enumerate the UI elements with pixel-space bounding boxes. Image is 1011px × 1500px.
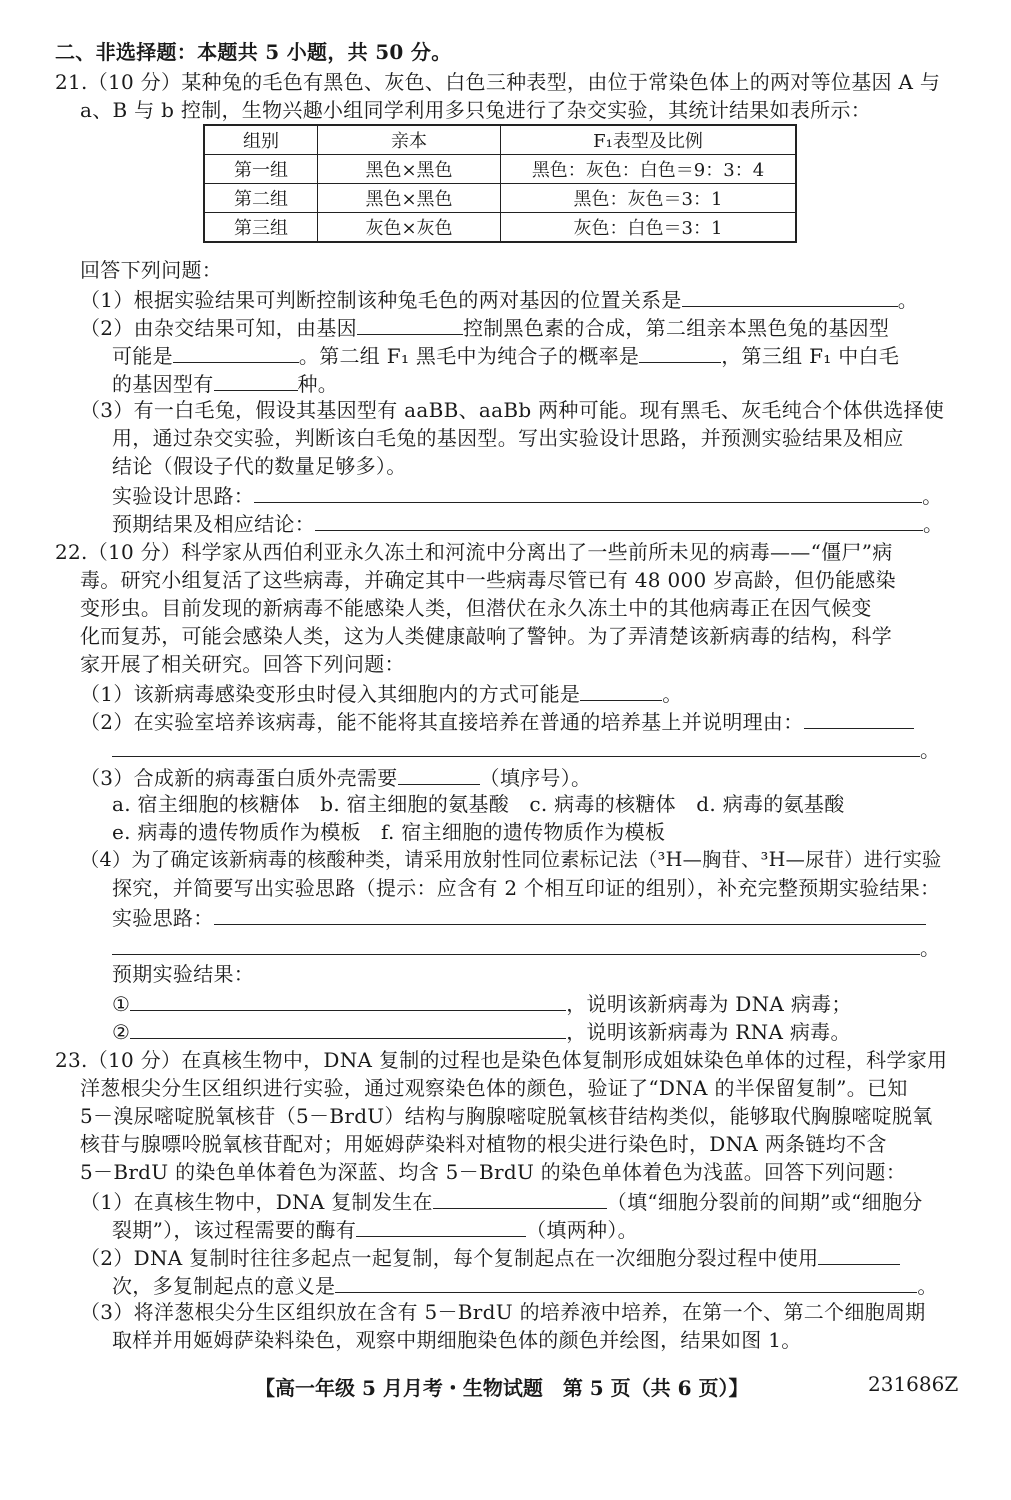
q22-part4-line2: 探究，并简要写出实验思路（提示：应含有 2 个相互印证的组别），补充完整预期实验结果： — [112, 876, 941, 900]
q22-part2 — [80, 706, 914, 736]
q21-part2-line3 — [112, 368, 338, 398]
q22-result2 — [112, 1016, 851, 1046]
q21-part1 — [80, 284, 918, 314]
table-row — [204, 155, 796, 184]
q22-options-row1: a. 宿主细胞的核糖体 b. 宿主细胞的氨基酸 c. 病毒的核糖体 d. 病毒的氨基酸 — [112, 792, 845, 816]
q22-p1-text: （1）该新病毒感染变形虫时侵入其细胞内的方式可能是 — [80, 682, 581, 706]
q21-part2-line2 — [112, 340, 899, 370]
table-cell: 灰色：白色＝3：1 — [501, 213, 797, 243]
answer-blank[interactable] — [112, 734, 920, 757]
q22-p2-text: （2）在实验室培养该病毒，能不能将其直接培养在普通的培养基上并说明理由： — [80, 710, 804, 734]
q23-p1-text: （填两种）。 — [526, 1218, 638, 1242]
page-footer: 【高一年级 5 月月考・生物试题 第 5 页（共 6 页）】 — [255, 1376, 749, 1400]
table-cell: 黑色×黑色 — [318, 155, 501, 184]
section-heading: 二、非选择题：本题共 5 小题，共 50 分。 — [55, 40, 452, 64]
table-row — [204, 184, 796, 213]
result2-text: ，说明该新病毒为 RNA 病毒。 — [566, 1020, 851, 1044]
q23-line3: 5－溴尿嘧啶脱氧核苷（5－BrdU）结构与胸腺嘧啶脱氧核苷结构类似，能够取代胸腺嘧啶脱氧 — [80, 1104, 933, 1128]
q22-options-row2: e. 病毒的遗传物质作为模板 f. 宿主细胞的遗传物质作为模板 — [112, 820, 666, 844]
period: 。 — [917, 1274, 938, 1298]
q22-part4-line1: （4）为了确定该新病毒的核酸种类，请采用放射性同位素标记法（³H—胸苷、³H—尿苷）进行实验 — [80, 848, 942, 871]
q22-expected-label: 预期实验结果： — [112, 962, 255, 986]
table-cell: 黑色：灰色：白色＝9：3：4 — [501, 155, 797, 184]
answer-blank[interactable] — [130, 988, 566, 1011]
circle-2-marker: ② — [112, 1020, 131, 1044]
table-cell: 黑色：灰色＝3：1 — [501, 184, 797, 213]
table-header-row — [204, 125, 796, 155]
q23-p2-text: 次，多复制起点的意义是 — [112, 1274, 336, 1298]
q23-p1-text: 裂期”），该过程需要的酶有 — [112, 1218, 357, 1242]
answer-blank[interactable] — [580, 678, 662, 701]
q23-line1: 23.（10 分）在真核生物中，DNA 复制的过程也是染色体复制形成姐妹染色单体的过程，科学家用 — [55, 1048, 948, 1072]
answer-blank[interactable] — [335, 1270, 917, 1293]
q21-part2-line1 — [80, 312, 889, 342]
idea-label: 实验思路： — [112, 906, 214, 930]
q21-line2: a、B 与 b 控制，生物兴趣小组同学利用多只兔进行了杂交实验，其统计结果如表所示： — [80, 98, 872, 122]
result1-text: ，说明该新病毒为 DNA 病毒； — [566, 992, 852, 1016]
q21-p2-text: 。第二组 F₁ 黑毛中为纯合子的概率是 — [298, 344, 640, 368]
exam-code: 231686Z — [868, 1372, 959, 1396]
q23-part2-line1 — [80, 1242, 900, 1272]
q21-line1: 21.（10 分）某种兔的毛色有黑色、灰色、白色三种表型，由位于常染色体上的两对等位基因 A 与 — [55, 70, 941, 94]
q23-p2-text: （2）DNA 复制时往往多起点一起复制，每个复制起点在一次细胞分裂过程中使用 — [80, 1246, 819, 1270]
answer-blank[interactable] — [356, 1214, 526, 1237]
q23-part1-line2 — [112, 1214, 638, 1244]
table-header-cell: 亲本 — [318, 125, 501, 155]
q21-part3-line2: 用，通过杂交实验，判断该白毛兔的基因型。写出实验设计思路，并预测实验结果及相应 — [112, 426, 904, 450]
table-header-cell: F₁表型及比例 — [501, 125, 797, 155]
q23-part1-line1 — [80, 1186, 923, 1216]
table-row — [204, 213, 796, 243]
q22-idea-line — [112, 902, 926, 932]
table-header-cell: 组别 — [204, 125, 318, 155]
q22-part3 — [80, 762, 591, 792]
q22-line1: 22.（10 分）科学家从西伯利亚永久冻土和河流中分离出了一些前所未见的病毒——“僵尸”病 — [55, 540, 893, 564]
q23-part3-line1: （3）将洋葱根尖分生区组织放在含有 5－BrdU 的培养液中培养，在第一个、第二个细胞周期 — [80, 1300, 926, 1324]
q22-result1 — [112, 988, 852, 1018]
result-label: 预期结果及相应结论： — [112, 512, 315, 536]
answer-blank[interactable] — [398, 762, 480, 785]
q23-part3-line2: 取样并用姬姆萨染料染色，观察中期细胞染色体的颜色并绘图，结果如图 1。 — [112, 1328, 802, 1352]
q22-idea-cont — [112, 932, 940, 962]
answer-blank[interactable] — [818, 1242, 900, 1265]
q21-p1-text: （1）根据实验结果可判断控制该种兔毛色的两对基因的位置关系是 — [80, 288, 682, 312]
table-cell: 第二组 — [204, 184, 318, 213]
answer-blank[interactable] — [112, 932, 920, 955]
q23-part2-line2 — [112, 1270, 938, 1300]
q21-part3-line1: （3）有一白毛兔，假设其基因型有 aaBB、aaBb 两种可能。现有黑毛、灰毛纯合个体供选择使 — [80, 398, 945, 422]
q21-part3-line3: 结论（假设子代的数量足够多）。 — [112, 454, 407, 478]
answer-blank[interactable] — [315, 508, 923, 531]
answer-blank[interactable] — [214, 368, 298, 391]
answer-blank[interactable] — [804, 706, 914, 729]
q23-p1-text: （1）在真核生物中，DNA 复制发生在 — [80, 1190, 433, 1214]
q22-line2: 毒。研究小组复活了这些病毒，并确定其中一些病毒尽管已有 48 000 岁高龄，但仍能感染 — [80, 568, 896, 592]
period: 。 — [662, 682, 683, 706]
table-cell: 第一组 — [204, 155, 318, 184]
answer-blank[interactable] — [433, 1186, 607, 1209]
q23-line5: 5－BrdU 的染色单体着色为深蓝、均含 5－BrdU 的染色单体着色为浅蓝。回答下列问题： — [80, 1160, 907, 1184]
q23-line2: 洋葱根尖分生区组织进行实验，通过观察染色体的颜色，验证了“DNA 的半保留复制”。已知 — [80, 1076, 908, 1100]
q21-result-line — [112, 508, 943, 538]
circle-1-marker: ① — [112, 992, 131, 1016]
q21-p2-text: 可能是 — [112, 344, 173, 368]
q21-p2-text: 的基因型有 — [112, 372, 214, 396]
q22-p3-text: （3）合成新的病毒蛋白质外壳需要 — [80, 766, 398, 790]
q21-p2-text: （2）由杂交结果可知，由基因 — [80, 316, 357, 340]
q23-p1-text: （填“细胞分裂前的间期”或“细胞分 — [606, 1190, 923, 1214]
q21-table — [203, 124, 797, 243]
q22-line4: 化而复苏，可能会感染人类，这为人类健康敲响了警钟。为了弄清楚该新病毒的结构，科学 — [80, 624, 892, 648]
period: 。 — [920, 738, 941, 762]
table-cell: 黑色×黑色 — [318, 184, 501, 213]
answer-blank[interactable] — [254, 480, 922, 503]
design-label: 实验设计思路： — [112, 484, 255, 508]
q21-p2-text: ，第三组 F₁ 中白毛 — [721, 344, 900, 368]
answer-blank[interactable] — [639, 340, 721, 363]
table-cell: 灰色×灰色 — [318, 213, 501, 243]
q22-line3: 变形虫。目前发现的新病毒不能感染人类，但潜伏在永久冻土中的其他病毒正在因气候变 — [80, 596, 872, 620]
answer-blank[interactable] — [130, 1016, 566, 1039]
period: 。 — [897, 288, 919, 312]
q21-design-line — [112, 480, 942, 510]
period: 。 — [920, 936, 941, 960]
table-cell: 第三组 — [204, 213, 318, 243]
q22-line5: 家开展了相关研究。回答下列问题： — [80, 652, 405, 676]
period: 。 — [923, 512, 944, 536]
answer-prompt: 回答下列问题： — [80, 258, 223, 282]
q21-p2-text: 控制黑色素的合成，第二组亲本黑色兔的基因型 — [462, 316, 890, 340]
q22-p3-text: （填序号）。 — [479, 766, 592, 790]
period: 。 — [922, 484, 943, 508]
answer-blank[interactable] — [682, 284, 898, 307]
q23-line4: 核苷与腺嘌呤脱氧核苷配对；用姬姆萨染料对植物的根尖进行染色时，DNA 两条链均不含 — [80, 1132, 887, 1156]
q21-p2-text: 种。 — [297, 372, 339, 396]
answer-blank[interactable] — [173, 340, 299, 363]
answer-blank[interactable] — [214, 902, 926, 925]
q22-part1 — [80, 678, 683, 708]
answer-blank[interactable] — [357, 312, 463, 335]
q22-part2-cont — [112, 734, 940, 764]
